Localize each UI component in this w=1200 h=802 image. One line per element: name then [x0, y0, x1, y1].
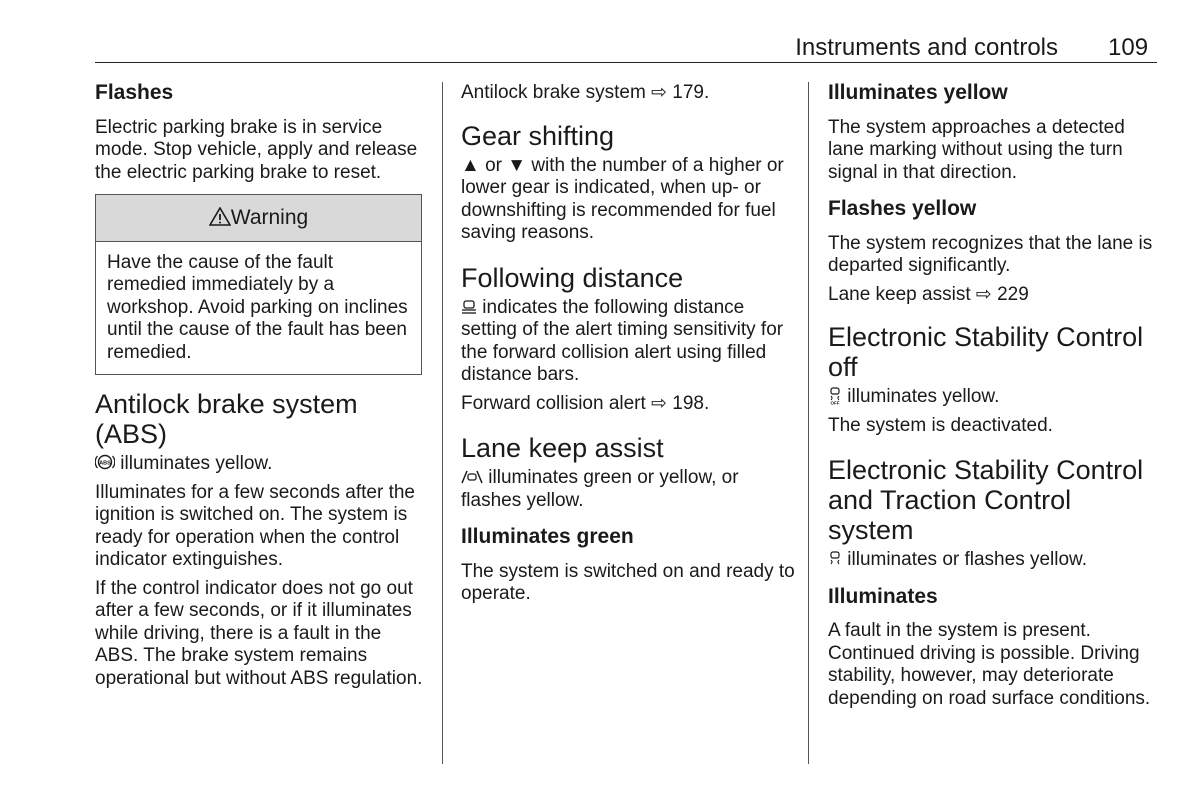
column-3	[828, 82, 1163, 716]
warning-box	[95, 194, 422, 375]
abs-paragraph-1: Illuminates for a few seconds after the ignition is switched on. The system is ready for operation when the control indicator extinguishes.	[95, 481, 415, 570]
lane-keep-assist-heading: Lane keep assist	[461, 433, 664, 463]
warning-header	[96, 195, 421, 242]
esc-tcs-text: illuminates or flashes yellow.	[847, 549, 1087, 570]
warning-triangle-icon	[209, 207, 231, 226]
lane-keep-assist-text: illuminates green or yellow, or flashes yellow.	[461, 467, 739, 511]
illuminates-text: A fault in the system is present. Continued driving is possible. Driving stability, however, may deteriorate depending on road surface conditions.	[828, 620, 1151, 709]
illuminates-yellow-heading: Illuminates yellow	[828, 81, 1008, 104]
esc-icon	[828, 551, 842, 567]
illuminates-green-heading: Illuminates green	[461, 525, 634, 548]
following-distance-text: indicates the following distance setting of the alert timing sensitivity for the forward collision alert using filled distance bars.	[461, 296, 784, 385]
gear-shifting-heading: Gear shifting	[461, 120, 615, 151]
abs-reference: Antilock brake system ⇨ 179.	[461, 82, 710, 103]
abs-icon-text: illuminates yellow.	[120, 453, 273, 474]
esc-tcs-heading: Electronic Stability Control and Traction Control system	[828, 455, 1144, 545]
gear-shifting-text: ▲ or ▼ with the number of a higher or lower gear is indicated, when up- or downshifting is recommended for fuel saving reasons.	[461, 154, 784, 243]
flashes-text: Electric parking brake is in service mode. Stop vehicle, apply and release the electric parking brake to reset.	[95, 116, 418, 183]
column-1	[95, 82, 425, 696]
column-divider-left	[442, 82, 443, 764]
illuminates-green-text: The system is switched on and ready to operate.	[461, 560, 795, 604]
abs-paragraph-2: If the control indicator does not go out after a few seconds, or if it illuminates while driving, there is a fault in the ABS. The brake system remains operational but without ABS regulation.	[95, 577, 423, 689]
lane-keep-assist-icon	[461, 468, 483, 484]
warning-title: Warning	[230, 206, 309, 229]
esc-off-icon	[828, 387, 842, 405]
header-title: Instruments and controls	[795, 34, 1058, 61]
header-rule	[95, 62, 1157, 63]
following-distance-icon	[461, 300, 477, 314]
forward-collision-reference: Forward collision alert ⇨ 198.	[461, 392, 710, 414]
flashes-heading: Flashes	[95, 81, 174, 104]
flashes-yellow-text: The system recognizes that the lane is departed significantly.	[828, 232, 1153, 276]
warning-text: Have the cause of the fault remedied immediately by a workshop. Avoid parking on inclines until the cause of the fault has been remedied.	[107, 251, 408, 363]
esc-off-text: illuminates yellow.	[847, 386, 1000, 407]
illuminates-heading: Illuminates	[828, 584, 938, 608]
lane-keep-assist-reference: Lane keep assist ⇨ 229	[828, 283, 1029, 305]
page-number: 109	[1108, 34, 1149, 61]
esc-off-text-2: The system is deactivated.	[828, 414, 1053, 436]
illuminates-yellow-text: The system approaches a detected lane marking without using the turn signal in that direction.	[828, 116, 1125, 183]
flashes-yellow-heading: Flashes yellow	[828, 197, 977, 220]
following-distance-heading: Following distance	[461, 262, 684, 293]
abs-warning-light-icon	[95, 453, 115, 471]
column-2	[461, 82, 796, 612]
column-divider-right	[808, 82, 809, 764]
abs-heading: Antilock brake system (ABS)	[95, 389, 358, 449]
esc-off-heading: Electronic Stability Control off	[828, 322, 1144, 382]
svg-text:OFF: OFF	[830, 400, 840, 405]
svg-text:ABS: ABS	[99, 460, 111, 467]
